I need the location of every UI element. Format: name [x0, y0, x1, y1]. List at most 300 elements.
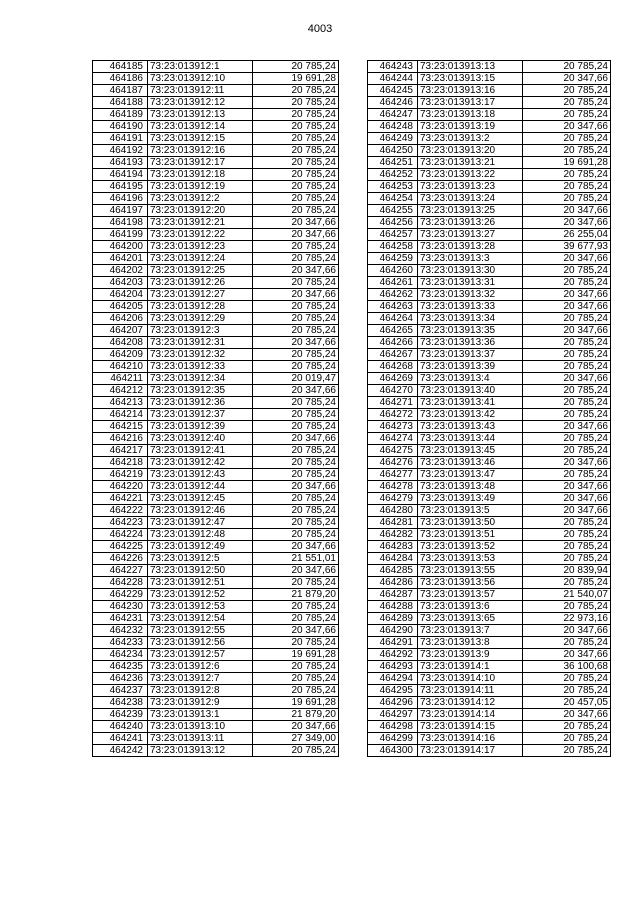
record-number-cell: 464274 [368, 433, 418, 445]
cadastral-number-cell: 73:23:013912:43 [148, 469, 253, 481]
cadastral-number-cell: 73:23:013913:35 [418, 325, 523, 337]
cadastral-number-cell: 73:23:013912:7 [148, 673, 253, 685]
cadastral-number-cell: 73:23:013912:9 [148, 697, 253, 709]
record-number-cell: 464193 [93, 157, 148, 169]
record-number-cell: 464264 [368, 313, 418, 325]
value-cell: 26 255,04 [523, 229, 611, 241]
record-number-cell: 464195 [93, 181, 148, 193]
table-row [368, 61, 611, 73]
table-row [368, 145, 611, 157]
table-row [368, 517, 611, 529]
record-number-cell: 464280 [368, 505, 418, 517]
record-number-cell: 464270 [368, 385, 418, 397]
cadastral-number-cell: 73:23:013912:46 [148, 505, 253, 517]
value-cell: 19 691,28 [253, 697, 339, 709]
record-number-cell: 464254 [368, 193, 418, 205]
cadastral-number-cell: 73:23:013912:25 [148, 265, 253, 277]
cadastral-number-cell: 73:23:013912:41 [148, 445, 253, 457]
table-row [93, 229, 339, 241]
cadastral-number-cell: 73:23:013912:47 [148, 517, 253, 529]
table-row [93, 709, 339, 721]
cadastral-number-cell: 73:23:013913:24 [418, 193, 523, 205]
cadastral-number-cell: 73:23:013913:37 [418, 349, 523, 361]
record-number-cell: 464241 [93, 733, 148, 745]
value-cell: 20 785,24 [253, 97, 339, 109]
table-row [93, 253, 339, 265]
record-number-cell: 464298 [368, 721, 418, 733]
cadastral-number-cell: 73:23:013914:10 [418, 673, 523, 685]
cadastral-number-cell: 73:23:013913:13 [418, 61, 523, 73]
table-row [368, 733, 611, 745]
value-cell: 20 785,24 [253, 445, 339, 457]
table-row [368, 193, 611, 205]
table-row [368, 601, 611, 613]
record-number-cell: 464191 [93, 133, 148, 145]
value-cell: 20 785,24 [253, 169, 339, 181]
cadastral-number-cell: 73:23:013913:40 [418, 385, 523, 397]
record-number-cell: 464244 [368, 73, 418, 85]
table-row [368, 745, 611, 757]
table-row [368, 661, 611, 673]
cadastral-number-cell: 73:23:013913:10 [148, 721, 253, 733]
table-row [93, 529, 339, 541]
record-number-cell: 464300 [368, 745, 418, 757]
cadastral-number-cell: 73:23:013913:8 [418, 637, 523, 649]
table-row [368, 481, 611, 493]
table-row [368, 589, 611, 601]
record-number-cell: 464273 [368, 421, 418, 433]
value-cell: 20 347,66 [523, 289, 611, 301]
record-number-cell: 464207 [93, 325, 148, 337]
cadastral-number-cell: 73:23:013913:6 [418, 601, 523, 613]
value-cell: 20 347,66 [523, 493, 611, 505]
table-row [93, 397, 339, 409]
record-number-cell: 464262 [368, 289, 418, 301]
record-number-cell: 464289 [368, 613, 418, 625]
value-cell: 20 347,66 [523, 325, 611, 337]
value-cell: 20 785,24 [523, 85, 611, 97]
value-cell: 20 785,24 [253, 121, 339, 133]
table-row [93, 481, 339, 493]
table-row [368, 625, 611, 637]
value-cell: 20 347,66 [523, 625, 611, 637]
record-number-cell: 464200 [93, 241, 148, 253]
record-number-cell: 464286 [368, 577, 418, 589]
cadastral-number-cell: 73:23:013912:27 [148, 289, 253, 301]
record-number-cell: 464190 [93, 121, 148, 133]
value-cell: 20 785,24 [523, 637, 611, 649]
value-cell: 20 785,24 [253, 505, 339, 517]
value-cell: 20 785,24 [523, 721, 611, 733]
record-number-cell: 464188 [93, 97, 148, 109]
value-cell: 27 349,00 [253, 733, 339, 745]
value-cell: 20 785,24 [523, 745, 611, 757]
table-row [93, 373, 339, 385]
table-row [368, 697, 611, 709]
record-number-cell: 464284 [368, 553, 418, 565]
record-number-cell: 464198 [93, 217, 148, 229]
record-number-cell: 464282 [368, 529, 418, 541]
cadastral-number-cell: 73:23:013913:27 [418, 229, 523, 241]
value-cell: 20 347,66 [523, 73, 611, 85]
table-row [368, 277, 611, 289]
record-number-cell: 464272 [368, 409, 418, 421]
value-cell: 20 785,24 [523, 397, 611, 409]
record-number-cell: 464235 [93, 661, 148, 673]
record-number-cell: 464199 [93, 229, 148, 241]
cadastral-number-cell: 73:23:013912:52 [148, 589, 253, 601]
cadastral-number-cell: 73:23:013913:23 [418, 181, 523, 193]
table-row [368, 373, 611, 385]
record-number-cell: 464208 [93, 337, 148, 349]
cadastral-number-cell: 73:23:013912:20 [148, 205, 253, 217]
table-row [93, 337, 339, 349]
record-number-cell: 464267 [368, 349, 418, 361]
cadastral-number-cell: 73:23:013913:22 [418, 169, 523, 181]
value-cell: 20 785,24 [523, 433, 611, 445]
cadastral-number-cell: 73:23:013913:11 [148, 733, 253, 745]
record-number-cell: 464265 [368, 325, 418, 337]
table-row [93, 61, 339, 73]
cadastral-number-cell: 73:23:013912:37 [148, 409, 253, 421]
cadastral-number-cell: 73:23:013912:51 [148, 577, 253, 589]
record-number-cell: 464296 [368, 697, 418, 709]
value-cell: 20 785,24 [253, 517, 339, 529]
table-row [93, 601, 339, 613]
value-cell: 20 347,66 [523, 373, 611, 385]
cadastral-number-cell: 73:23:013913:2 [418, 133, 523, 145]
cadastral-number-cell: 73:23:013912:45 [148, 493, 253, 505]
cadastral-number-cell: 73:23:013912:3 [148, 325, 253, 337]
value-cell: 36 100,68 [523, 661, 611, 673]
record-number-cell: 464261 [368, 277, 418, 289]
table-row [368, 289, 611, 301]
value-cell: 20 785,24 [523, 685, 611, 697]
cadastral-number-cell: 73:23:013912:32 [148, 349, 253, 361]
record-number-cell: 464226 [93, 553, 148, 565]
value-cell: 20 785,24 [523, 277, 611, 289]
value-cell: 20 785,24 [523, 673, 611, 685]
value-cell: 20 347,66 [253, 565, 339, 577]
table-row [368, 541, 611, 553]
record-number-cell: 464238 [93, 697, 148, 709]
value-cell: 19 691,28 [253, 73, 339, 85]
value-cell: 20 785,24 [253, 157, 339, 169]
record-number-cell: 464196 [93, 193, 148, 205]
value-cell: 20 347,66 [523, 709, 611, 721]
value-cell: 20 785,24 [253, 253, 339, 265]
table-row [368, 529, 611, 541]
record-number-cell: 464197 [93, 205, 148, 217]
record-number-cell: 464278 [368, 481, 418, 493]
cadastral-number-cell: 73:23:013914:16 [418, 733, 523, 745]
table-row [368, 169, 611, 181]
cadastral-number-cell: 73:23:013912:34 [148, 373, 253, 385]
cadastral-number-cell: 73:23:013912:50 [148, 565, 253, 577]
record-number-cell: 464211 [93, 373, 148, 385]
record-number-cell: 464201 [93, 253, 148, 265]
record-number-cell: 464223 [93, 517, 148, 529]
cadastral-number-cell: 73:23:013912:14 [148, 121, 253, 133]
value-cell: 20 347,66 [523, 421, 611, 433]
table-row [368, 73, 611, 85]
table-row [93, 577, 339, 589]
record-number-cell: 464225 [93, 541, 148, 553]
table-row [93, 109, 339, 121]
value-cell: 20 785,24 [253, 577, 339, 589]
record-number-cell: 464234 [93, 649, 148, 661]
record-number-cell: 464271 [368, 397, 418, 409]
cadastral-number-cell: 73:23:013913:45 [418, 445, 523, 457]
record-number-cell: 464237 [93, 685, 148, 697]
record-number-cell: 464203 [93, 277, 148, 289]
value-cell: 20 347,66 [253, 385, 339, 397]
cadastral-number-cell: 73:23:013913:36 [418, 337, 523, 349]
value-cell: 20 785,24 [523, 601, 611, 613]
cadastral-number-cell: 73:23:013913:9 [418, 649, 523, 661]
value-cell: 21 879,20 [253, 589, 339, 601]
record-number-cell: 464293 [368, 661, 418, 673]
table-row [93, 121, 339, 133]
record-number-cell: 464216 [93, 433, 148, 445]
table-row [368, 685, 611, 697]
cadastral-number-cell: 73:23:013913:32 [418, 289, 523, 301]
record-number-cell: 464257 [368, 229, 418, 241]
table-row [368, 409, 611, 421]
table-row [93, 301, 339, 313]
value-cell: 20 785,24 [523, 193, 611, 205]
cadastral-number-cell: 73:23:013913:18 [418, 109, 523, 121]
record-number-cell: 464243 [368, 61, 418, 73]
table-row [93, 745, 339, 757]
cadastral-number-cell: 73:23:013912:57 [148, 649, 253, 661]
record-number-cell: 464242 [93, 745, 148, 757]
table-row [93, 157, 339, 169]
record-number-cell: 464256 [368, 217, 418, 229]
value-cell: 22 973,16 [523, 613, 611, 625]
cadastral-number-cell: 73:23:013912:33 [148, 361, 253, 373]
value-cell: 20 785,24 [253, 193, 339, 205]
table-row [93, 661, 339, 673]
cadastral-number-cell: 73:23:013913:33 [418, 301, 523, 313]
cadastral-number-cell: 73:23:013912:1 [148, 61, 253, 73]
cadastral-number-cell: 73:23:013913:65 [418, 613, 523, 625]
value-cell: 20 785,24 [253, 361, 339, 373]
value-cell: 20 785,24 [523, 445, 611, 457]
record-number-cell: 464212 [93, 385, 148, 397]
record-number-cell: 464250 [368, 145, 418, 157]
table-row [93, 181, 339, 193]
value-cell: 20 347,66 [253, 337, 339, 349]
table-row [368, 181, 611, 193]
record-number-cell: 464228 [93, 577, 148, 589]
record-number-cell: 464194 [93, 169, 148, 181]
cadastral-number-cell: 73:23:013913:48 [418, 481, 523, 493]
record-number-cell: 464253 [368, 181, 418, 193]
table-row [93, 637, 339, 649]
value-cell: 20 347,66 [253, 481, 339, 493]
cadastral-number-cell: 73:23:013913:1 [148, 709, 253, 721]
value-cell: 20 785,24 [253, 469, 339, 481]
value-cell: 20 785,24 [523, 469, 611, 481]
record-number-cell: 464292 [368, 649, 418, 661]
value-cell: 20 347,66 [253, 265, 339, 277]
value-cell: 20 347,66 [523, 481, 611, 493]
table-row [368, 397, 611, 409]
cadastral-number-cell: 73:23:013914:1 [418, 661, 523, 673]
value-cell: 20 347,66 [523, 649, 611, 661]
record-number-cell: 464277 [368, 469, 418, 481]
cadastral-number-cell: 73:23:013912:18 [148, 169, 253, 181]
cadastral-number-cell: 73:23:013913:52 [418, 541, 523, 553]
record-number-cell: 464295 [368, 685, 418, 697]
value-cell: 20 785,24 [523, 409, 611, 421]
table-row [93, 553, 339, 565]
record-number-cell: 464245 [368, 85, 418, 97]
value-cell: 20 785,24 [523, 529, 611, 541]
cadastral-number-cell: 73:23:013912:53 [148, 601, 253, 613]
record-number-cell: 464204 [93, 289, 148, 301]
record-number-cell: 464260 [368, 265, 418, 277]
cadastral-number-cell: 73:23:013912:23 [148, 241, 253, 253]
record-number-cell: 464227 [93, 565, 148, 577]
value-cell: 20 347,66 [523, 121, 611, 133]
table-row [368, 121, 611, 133]
value-cell: 20 347,66 [523, 301, 611, 313]
value-cell: 20 785,24 [253, 673, 339, 685]
cadastral-number-cell: 73:23:013914:12 [418, 697, 523, 709]
record-number-cell: 464268 [368, 361, 418, 373]
record-number-cell: 464202 [93, 265, 148, 277]
table-row [368, 673, 611, 685]
record-number-cell: 464185 [93, 61, 148, 73]
table-row [368, 493, 611, 505]
table-row [368, 505, 611, 517]
record-number-cell: 464294 [368, 673, 418, 685]
value-cell: 20 785,24 [523, 145, 611, 157]
table-row [93, 433, 339, 445]
cadastral-number-cell: 73:23:013913:42 [418, 409, 523, 421]
cadastral-number-cell: 73:23:013913:51 [418, 529, 523, 541]
cadastral-number-cell: 73:23:013913:17 [418, 97, 523, 109]
record-number-cell: 464266 [368, 337, 418, 349]
cadastral-number-cell: 73:23:013913:47 [418, 469, 523, 481]
record-number-cell: 464218 [93, 457, 148, 469]
value-cell: 20 785,24 [253, 85, 339, 97]
table-row [368, 337, 611, 349]
value-cell: 20 785,24 [253, 397, 339, 409]
record-number-cell: 464231 [93, 613, 148, 625]
record-number-cell: 464287 [368, 589, 418, 601]
table-row [368, 253, 611, 265]
table-row [93, 541, 339, 553]
table-row [93, 217, 339, 229]
table-row [368, 649, 611, 661]
cadastral-number-cell: 73:23:013912:13 [148, 109, 253, 121]
value-cell: 20 347,66 [253, 625, 339, 637]
cadastral-number-cell: 73:23:013912:19 [148, 181, 253, 193]
table-row [93, 313, 339, 325]
cadastral-number-cell: 73:23:013912:12 [148, 97, 253, 109]
table-row [93, 565, 339, 577]
value-cell: 20 785,24 [523, 541, 611, 553]
cadastral-number-cell: 73:23:013913:25 [418, 205, 523, 217]
value-cell: 20 347,66 [253, 289, 339, 301]
record-number-cell: 464186 [93, 73, 148, 85]
cadastral-number-cell: 73:23:013913:16 [418, 85, 523, 97]
left-table [92, 60, 339, 757]
table-row [93, 649, 339, 661]
value-cell: 20 457,05 [523, 697, 611, 709]
record-number-cell: 464206 [93, 313, 148, 325]
table-row [368, 301, 611, 313]
table-row [93, 385, 339, 397]
cadastral-number-cell: 73:23:013913:34 [418, 313, 523, 325]
cadastral-number-cell: 73:23:013912:16 [148, 145, 253, 157]
cadastral-number-cell: 73:23:013912:42 [148, 457, 253, 469]
record-number-cell: 464236 [93, 673, 148, 685]
table-row [368, 709, 611, 721]
cadastral-number-cell: 73:23:013913:12 [148, 745, 253, 757]
cadastral-number-cell: 73:23:013912:44 [148, 481, 253, 493]
record-number-cell: 464258 [368, 241, 418, 253]
table-row [368, 721, 611, 733]
cadastral-number-cell: 73:23:013912:54 [148, 613, 253, 625]
record-number-cell: 464279 [368, 493, 418, 505]
table-row [93, 265, 339, 277]
value-cell: 20 785,24 [253, 277, 339, 289]
value-cell: 20 785,24 [523, 97, 611, 109]
table-row [93, 625, 339, 637]
cadastral-number-cell: 73:23:013913:49 [418, 493, 523, 505]
value-cell: 21 879,20 [253, 709, 339, 721]
value-cell: 20 839,94 [523, 565, 611, 577]
cadastral-number-cell: 73:23:013912:48 [148, 529, 253, 541]
cadastral-number-cell: 73:23:013913:26 [418, 217, 523, 229]
value-cell: 20 785,24 [253, 409, 339, 421]
record-number-cell: 464246 [368, 97, 418, 109]
table-row [368, 97, 611, 109]
record-number-cell: 464229 [93, 589, 148, 601]
table-row [368, 421, 611, 433]
value-cell: 20 347,66 [523, 505, 611, 517]
cadastral-number-cell: 73:23:013913:31 [418, 277, 523, 289]
table-row [93, 469, 339, 481]
cadastral-number-cell: 73:23:013912:6 [148, 661, 253, 673]
record-number-cell: 464210 [93, 361, 148, 373]
table-row [368, 553, 611, 565]
cadastral-number-cell: 73:23:013912:26 [148, 277, 253, 289]
table-row [93, 589, 339, 601]
record-number-cell: 464232 [93, 625, 148, 637]
table-row [368, 457, 611, 469]
value-cell: 20 785,24 [523, 733, 611, 745]
cadastral-number-cell: 73:23:013912:17 [148, 157, 253, 169]
table-row [93, 733, 339, 745]
record-number-cell: 464281 [368, 517, 418, 529]
record-number-cell: 464220 [93, 481, 148, 493]
value-cell: 20 347,66 [523, 253, 611, 265]
record-number-cell: 464252 [368, 169, 418, 181]
value-cell: 20 785,24 [523, 577, 611, 589]
table-row [368, 349, 611, 361]
table-row [368, 577, 611, 589]
record-number-cell: 464251 [368, 157, 418, 169]
cadastral-number-cell: 73:23:013912:55 [148, 625, 253, 637]
cadastral-number-cell: 73:23:013912:2 [148, 193, 253, 205]
cadastral-number-cell: 73:23:013912:8 [148, 685, 253, 697]
cadastral-number-cell: 73:23:013912:39 [148, 421, 253, 433]
